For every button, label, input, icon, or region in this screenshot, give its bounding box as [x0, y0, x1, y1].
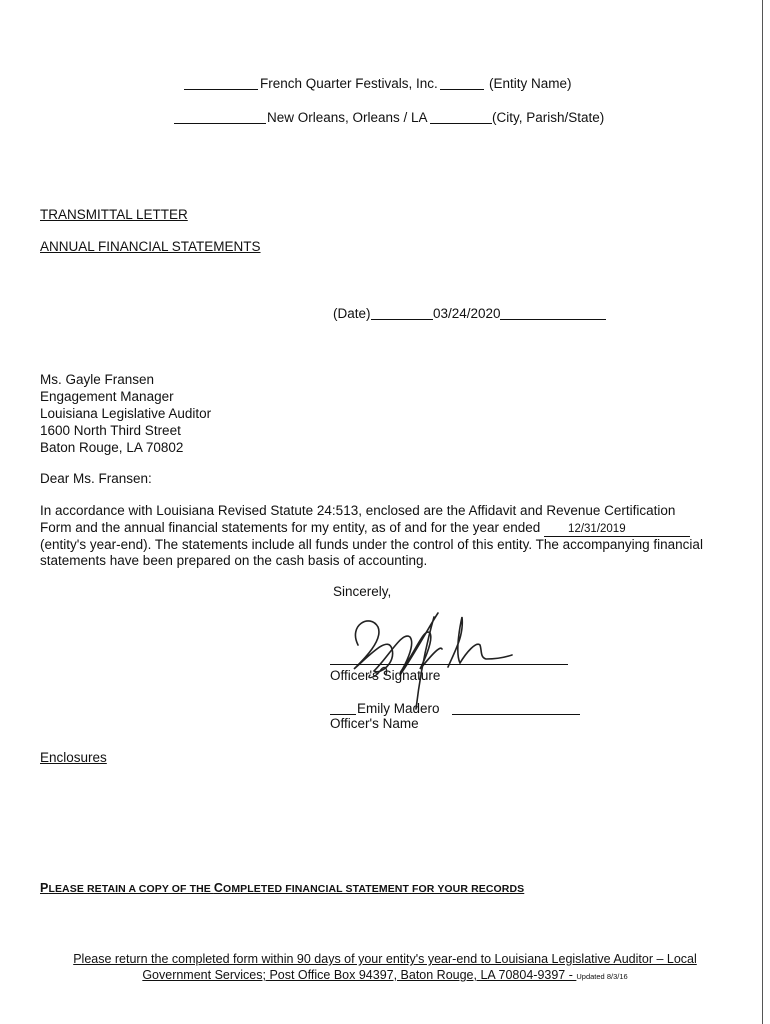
footer-line-2: Government Services; Post Office Box 94397, Baton Rouge, LA 70804-9397 - — [142, 968, 577, 982]
city-blank-left — [174, 123, 266, 124]
retain-copy-notice — [40, 880, 524, 897]
salutation: Dear Ms. Fransen: — [40, 471, 152, 486]
recipient-city: Baton Rouge, LA 70802 — [40, 440, 184, 455]
body-text-part2: (entity's year-end). The statements include all funds under the control of this entity. The accompanying financial statements have been prepared on the cash basis of accounting. — [40, 536, 703, 568]
date-blank-left — [371, 319, 433, 320]
year-end-value: 12/31/2019 — [544, 523, 690, 537]
body-paragraph — [40, 503, 705, 570]
signature-line — [330, 664, 568, 665]
page-edge-line — [762, 0, 763, 1024]
entity-blank-left — [184, 89, 258, 90]
notice-c-rest: OMPLETED FINANCIAL STATEMENT FOR YOUR RECORDS — [223, 883, 525, 895]
recipient-organization: Louisiana Legislative Auditor — [40, 406, 212, 421]
date-label: (Date) — [333, 306, 371, 321]
entity-name-label: (Entity Name) — [489, 76, 572, 91]
footer-line-2-wrap — [40, 967, 730, 985]
notice-c-cap: C — [213, 881, 224, 895]
body-text-part1: In accordance with Louisiana Revised Statute 24:513, enclosed are the Affidavit and Revenue Certification Form and the annual financial statements for my entity, as of and for the year ended — [40, 503, 676, 535]
title-transmittal-letter: TRANSMITTAL LETTER — [40, 207, 188, 222]
handwritten-signature — [330, 605, 540, 715]
recipient-street: 1600 North Third Street — [40, 423, 181, 438]
title-annual-financial-statements: ANNUAL FINANCIAL STATEMENTS — [40, 239, 261, 254]
footer-line-1: Please return the completed form within 90 days of your entity's year-end to Louisiana Legislative Auditor – Local — [73, 952, 697, 966]
recipient-name: Ms. Gayle Fransen — [40, 372, 155, 387]
closing: Sincerely, — [333, 584, 392, 599]
notice-p-rest: LEASE RETAIN A COPY OF THE — [48, 883, 214, 895]
date-blank-right — [500, 319, 606, 320]
officer-name-blank-left — [330, 714, 356, 715]
date-value: 03/24/2020 — [433, 306, 501, 321]
officer-name-value: Emily Madero — [357, 701, 440, 716]
entity-name-value: French Quarter Festivals, Inc. — [260, 76, 438, 91]
footer-updated-date: Updated 8/3/16 — [576, 972, 628, 981]
footer-instructions — [40, 951, 730, 985]
entity-blank-right — [440, 89, 484, 90]
notice-p-cap: P — [40, 881, 49, 895]
city-parish-value: New Orleans, Orleans / LA — [267, 110, 428, 125]
recipient-title: Engagement Manager — [40, 389, 174, 404]
city-parish-label: (City, Parish/State) — [492, 110, 605, 125]
recipient-address — [40, 371, 211, 456]
officer-signature-label: Officer's Signature — [330, 668, 441, 683]
officer-name-blank-right — [452, 714, 580, 715]
city-blank-right — [430, 123, 492, 124]
enclosures-label: Enclosures — [40, 750, 107, 765]
officer-name-label: Officer's Name — [330, 716, 419, 731]
